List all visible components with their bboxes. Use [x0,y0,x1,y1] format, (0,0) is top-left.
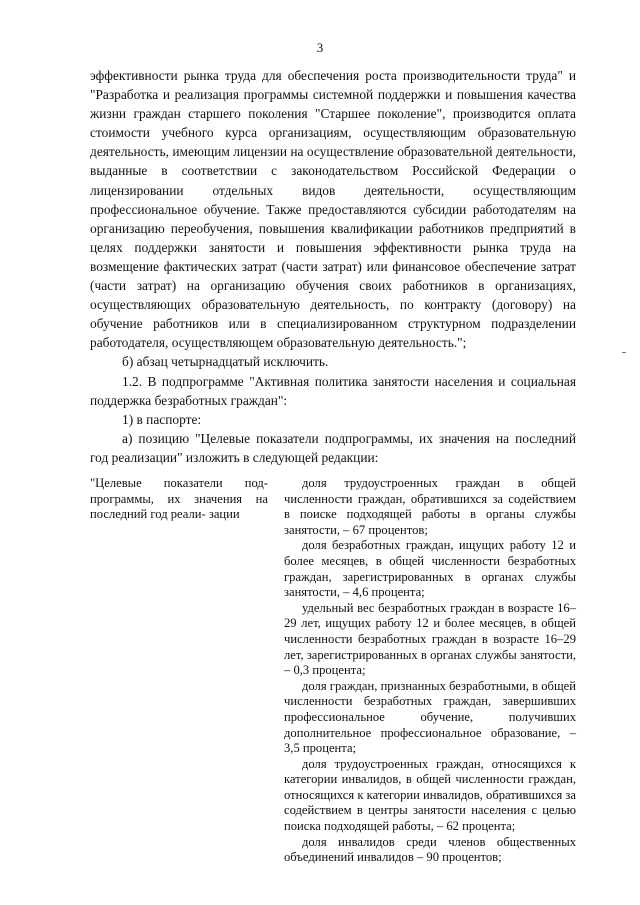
paragraph-continuation: эффективности рынка труда для обеспечения роста производительности труда" и "Разработка и реализация программы системной поддержки и повышения качества жизни граждан старшего поколения "Старшее поколение", производится оплата стоимости учебного курса организациям, осуществляющим образовательную деятельность, имеющим лицензии на осуществление образовательной деятельности, выданные в соответствии с законодательством Российской Федерации о лицензировании отдельных видов деятельности, осуществляющим профессиональное обучение. Также предоставляются субсидии работодателям на организацию переобучения, повышения квалификации работников предприятий в целях поддержки занятости и повышения эффективности рынка труда на возмещение фактических затрат (части затрат) или финансовое обеспечение затрат (части затрат) на организацию обучения своих работников в организациях, осуществляющих образовательную деятельность, по контракту (договору) на обучение работников или в специализированном структурном подразделении работодателя, осуществляющем образовательную деятельность."; [90,68,576,351]
page-number: 3 [316,40,324,55]
paragraph-item-b: б) абзац четырнадцатый исключить. [122,354,329,370]
indicator-item-5: доля трудоустроенных граждан, относящихся к категории инвалидов, в общей численности граждан, относящихся к категории инвалидов, обратившихся за содействием в центры занятости населения с целью поиска подходящей работы, – 62 процента; [284,756,576,834]
paragraph-item-a: а) позицию "Целевые показатели подпрограммы, их значения на последний год реализации" изложить в следующей редакции: [90,430,576,465]
table-label: "Целевые показатели под- программы, их значения на последний год реали- зации [90,476,268,522]
table-values-cell [284,476,576,866]
indicator-item-4: доля граждан, признанных безработными, в общей численности безработных граждан, завершивших профессиональное обучение, получивших дополнительное профессиональное образование, – 3,5 процента; [284,678,576,756]
margin-mark [622,352,626,353]
indicator-item-3: удельный вес безработных граждан в возрасте 16–29 лет, ищущих работу 12 и более месяцев, в общей численности безработных граждан в возрасте 16–29 лет, зарегистрированных в органах службы занятости, – 0,3 процента; [284,600,576,678]
indicator-item-6: доля инвалидов среди членов общественных объединений инвалидов – 90 процентов; [284,834,576,865]
paragraph-section-1-2: 1.2. В подпрограмме "Активная политика занятости населения и социальная поддержка безработных граждан": [90,373,576,408]
table-label-cell [90,476,268,523]
indicator-item-2: доля безработных граждан, ищущих работу 12 и более месяцев, в общей численности безработных граждан, зарегистрированных в органах службы занятости, – 4,6 процента; [284,538,576,600]
paragraph-item-1: 1) в паспорте: [122,411,202,427]
indicator-item-1: доля трудоустроенных граждан в общей численности граждан, обратившихся за содействием в поиске подходящей работы в органы службы занятости, – 67 процентов; [284,476,576,537]
document-body [90,66,576,467]
